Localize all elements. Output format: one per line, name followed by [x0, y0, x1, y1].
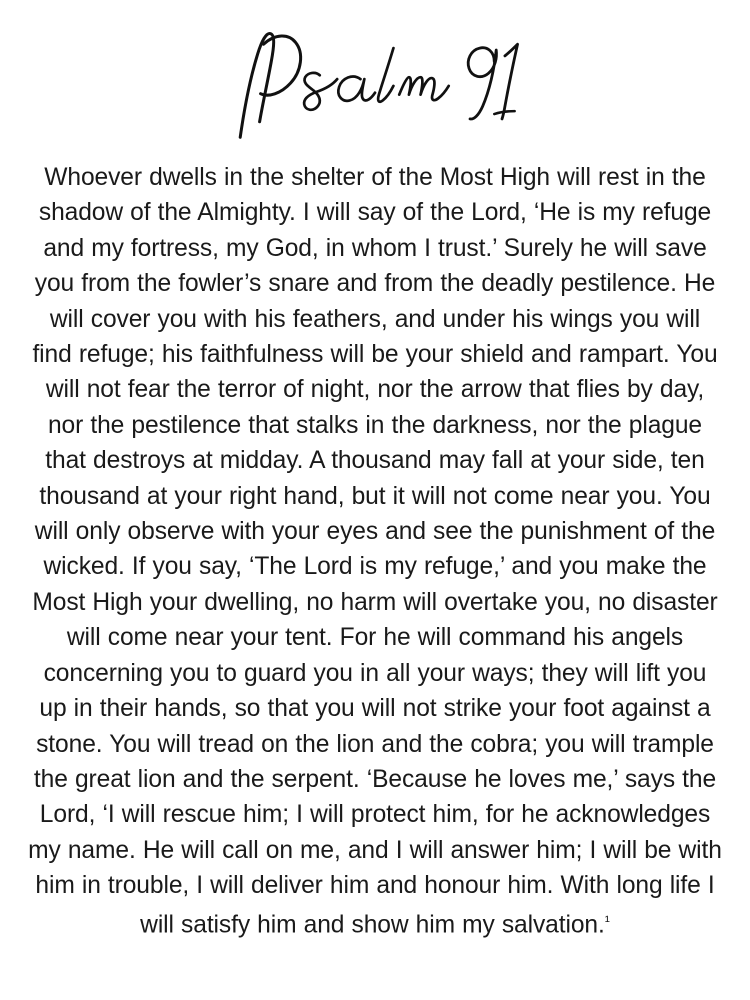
footnote-marker: ¹ — [604, 912, 610, 930]
page-title — [0, 18, 750, 148]
verse-body: Whoever dwells in the shelter of the Most High will rest in the shadow of the Almighty. I will say of the Lord, ‘He is my refuge and my fortress, my God, in whom I trust.’ Surely he will save you from the fowler’s snare and from the deadly pestilence. He will cover you with his feathers, and under his wings you will find refuge; his faithfulness will be your shield and rampart. You will not fear the terror of night, nor the arrow that flies by day, nor the pestilence that stalks in the darkness, nor the plague that destroys at midday. A thousand may fall at your side, ten thousand at your right hand, but it will not come near you. You will only observe with your eyes and see the punishment of the wicked. If you say, ‘The Lord is my refuge,’ and you make the Most High your dwelling, no harm will overtake you, no disaster will come near your tent. For he will command his angels concerning you to guard you in all your ways; they will lift you up in their hands, so that you will not strike your foot against a stone. You will tread on the lion and the cobra; you will trample the great lion and the serpent. ‘Because he loves me,’ says the Lord, ‘I will rescue him; I will protect him, for he acknowledges my name. He will call on me, and I will answer him; I will be with him in trouble, I will deliver him and honour him. With long life I will satisfy him and show him my salvation.$^{^1}$ — [28, 164, 722, 938]
title-script-psalm-91 — [215, 24, 535, 142]
